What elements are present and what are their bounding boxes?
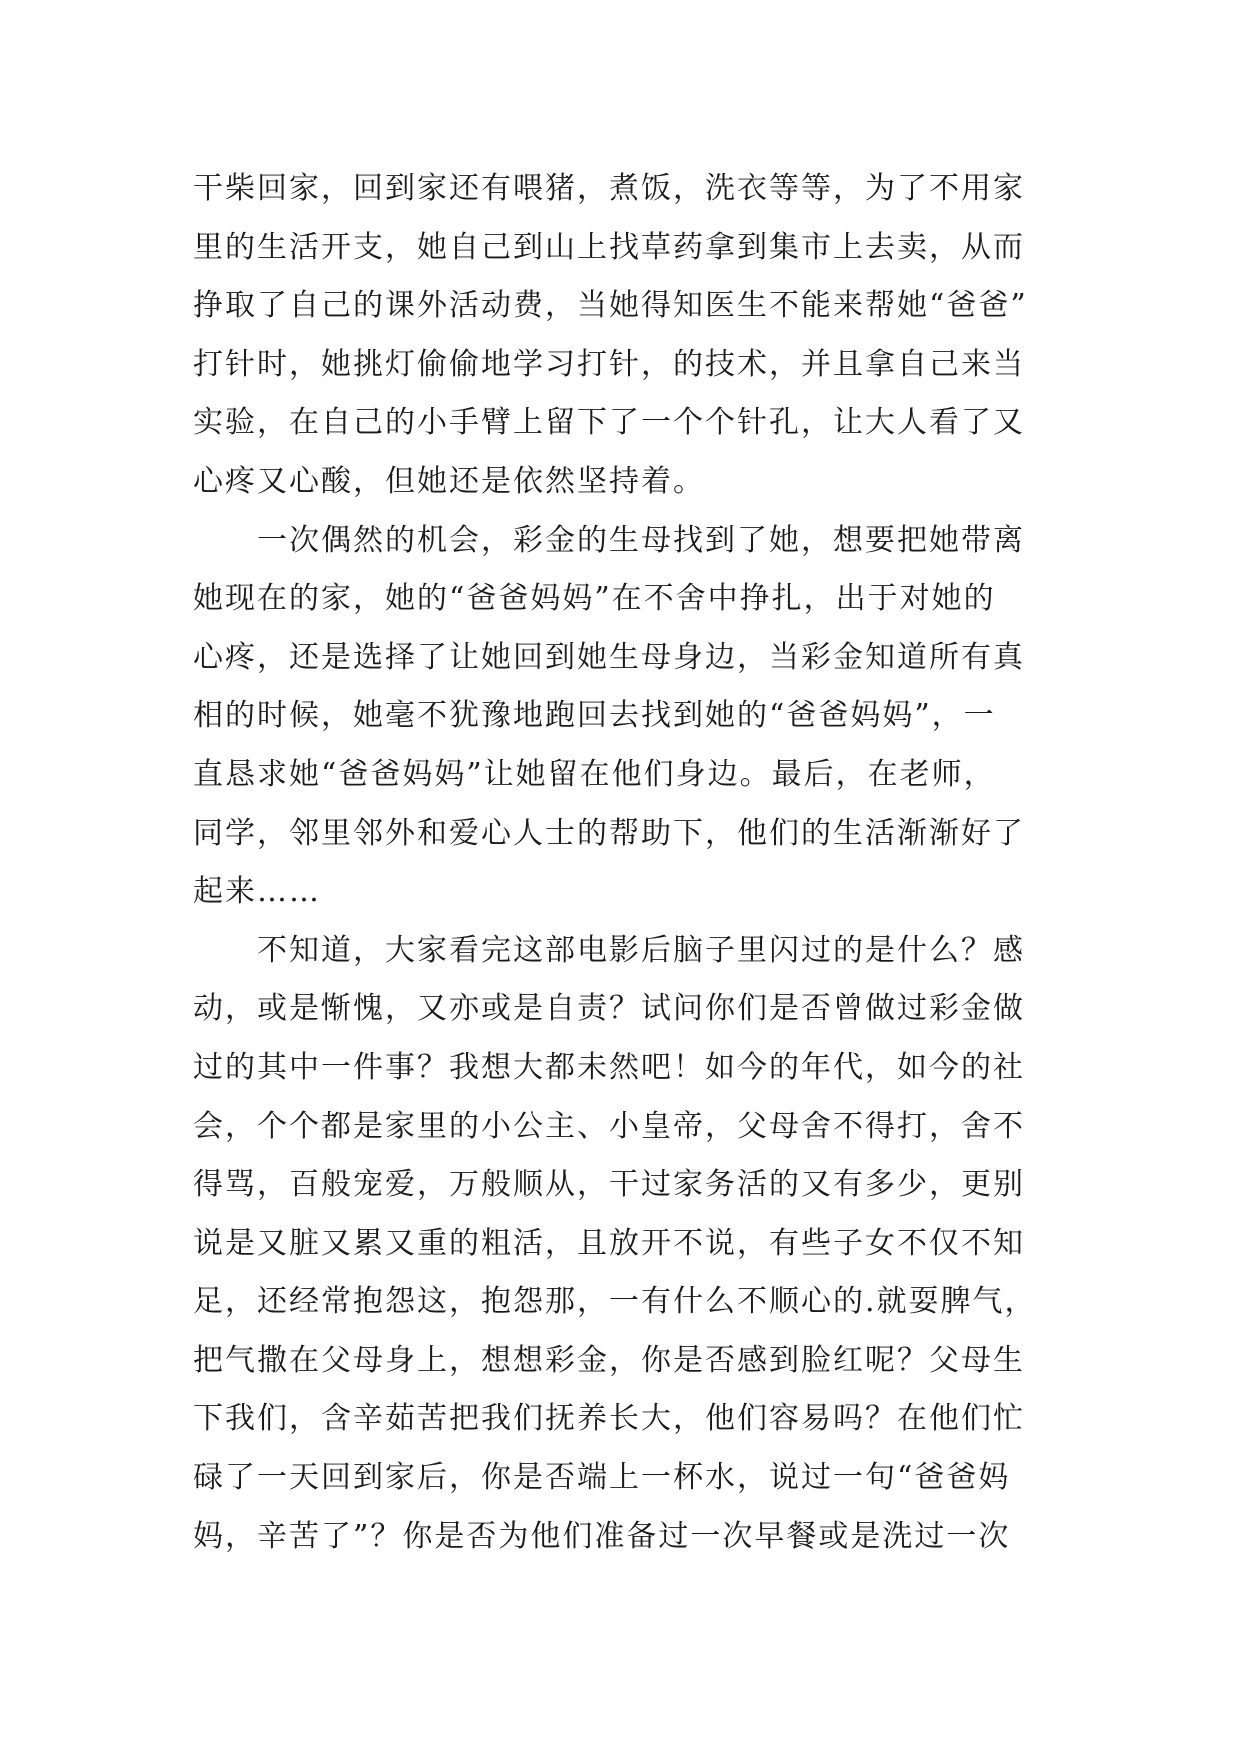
text-line: 起来…… xyxy=(193,874,321,910)
text-line: 挣取了自己的课外活动费，当她得知医生不能来帮她“爸爸” xyxy=(193,288,1028,324)
text-line: 下我们，含辛茹苦把我们抚养长大，他们容易吗？在他们忙 xyxy=(193,1401,1025,1437)
text-line: 相的时候，她毫不犹豫地跑回去找到她的“爸爸妈妈”，一 xyxy=(193,698,996,734)
text-line: 碌了一天回到家后，你是否端上一杯水，说过一句“爸爸妈 xyxy=(193,1460,1011,1496)
body-text xyxy=(193,160,1073,1566)
paragraph-2 xyxy=(193,512,1073,922)
text-line: 会，个个都是家里的小公主、小皇帝，父母舍不得打，舍不 xyxy=(193,1108,1025,1144)
text-line: 干柴回家，回到家还有喂猪，煮饭，洗衣等等，为了不用家 xyxy=(193,171,1025,206)
text-line: 妈，辛苦了”？你是否为他们准备过一次早餐或是洗过一次 xyxy=(193,1518,1011,1554)
text-line: 实验，在自己的小手臂上留下了一个个针孔，让大人看了又 xyxy=(193,405,1025,441)
text-line: 把气撒在父母身上，想想彩金，你是否感到脸红呢？父母生 xyxy=(193,1342,1025,1378)
text-line: 打针时，她挑灯偷偷地学习打针，的技术，并且拿自己来当 xyxy=(193,346,1025,382)
text-line: 心疼，还是选择了让她回到她生母身边，当彩金知道所有真 xyxy=(193,639,1025,675)
text-line: 不知道，大家看完这部电影后脑子里闪过的是什么？感 xyxy=(257,932,1025,968)
text-line: 得骂，百般宠爱，万般顺从，干过家务活的又有多少，更别 xyxy=(193,1167,1025,1203)
text-line: 足，还经常抱怨这，抱怨那，一有什么不顺心的.就耍脾气， xyxy=(193,1284,1037,1320)
text-line: 她现在的家，她的“爸爸妈妈”在不舍中挣扎，出于对她的 xyxy=(193,581,996,617)
paragraph-3 xyxy=(193,922,1073,1567)
text-line: 心疼又心酸，但她还是依然坚持着。 xyxy=(193,463,705,499)
text-line: 一次偶然的机会，彩金的生母找到了她，想要把她带离 xyxy=(257,522,1025,558)
text-line: 说是又脏又累又重的粗活，且放开不说，有些子女不仅不知 xyxy=(193,1225,1025,1261)
text-line: 同学，邻里邻外和爱心人士的帮助下，他们的生活渐渐好了 xyxy=(193,815,1025,851)
text-line: 过的其中一件事？我想大都未然吧！如今的年代，如今的社 xyxy=(193,1049,1025,1085)
text-line: 动，或是惭愧，又亦或是自责？试问你们是否曾做过彩金做 xyxy=(193,991,1025,1027)
text-line: 里的生活开支，她自己到山上找草药拿到集市上去卖，从而 xyxy=(193,229,1025,265)
text-line: 直恳求她“爸爸妈妈”让她留在他们身边。最后，在老师， xyxy=(193,756,996,792)
paragraph-1 xyxy=(193,160,1073,512)
